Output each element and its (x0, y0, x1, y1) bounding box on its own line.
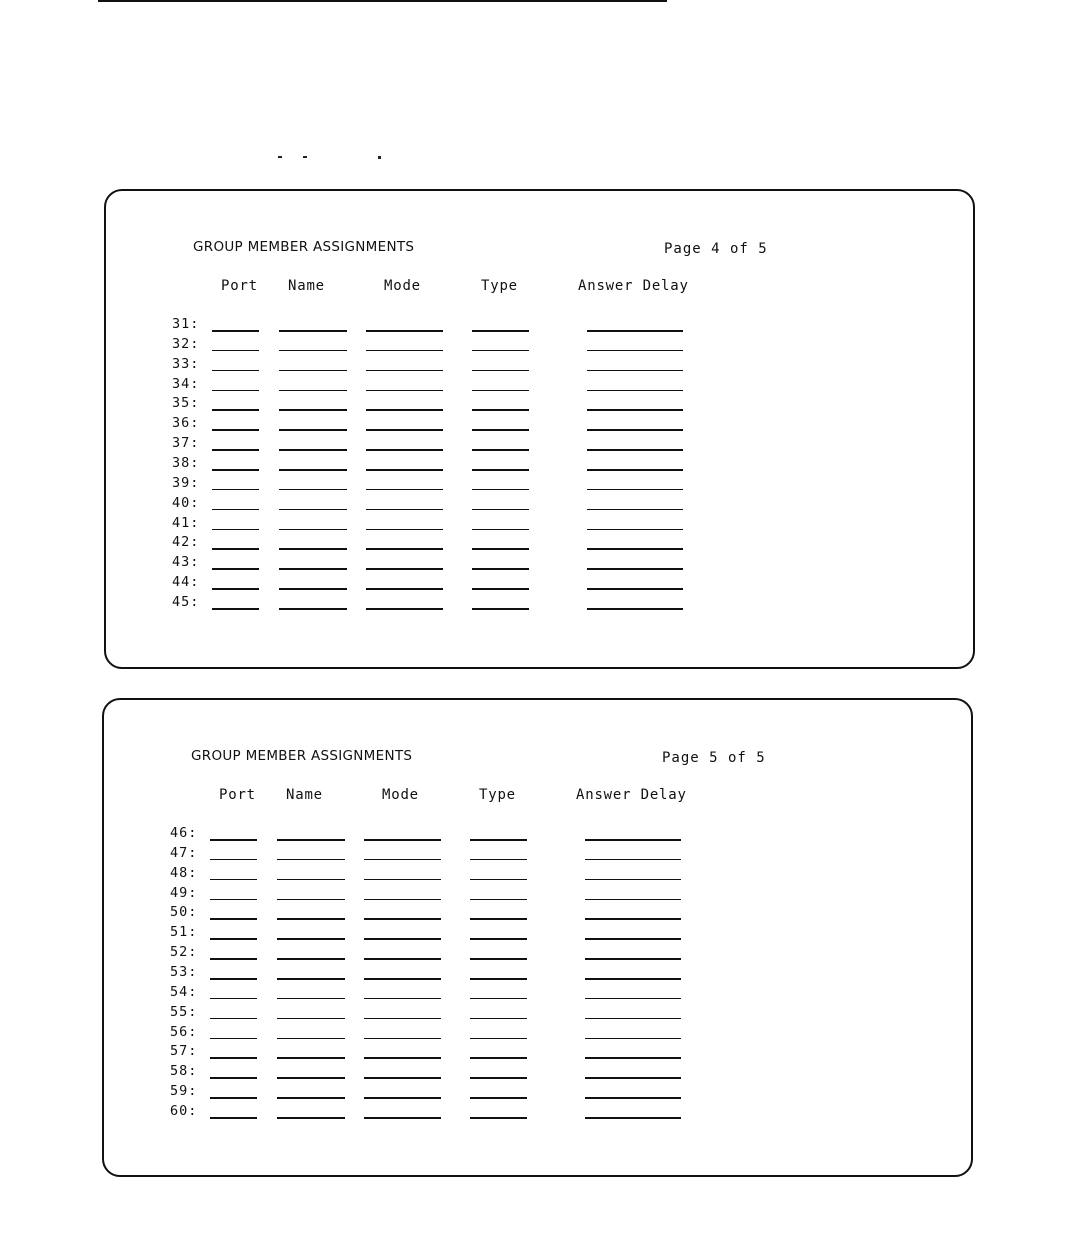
answer-delay-field[interactable] (585, 899, 681, 901)
name-field[interactable] (279, 469, 347, 471)
mode-field[interactable] (366, 529, 443, 531)
form-row (172, 336, 692, 356)
mode-field[interactable] (364, 1117, 441, 1119)
name-field[interactable] (279, 529, 347, 531)
answer-delay-field[interactable] (585, 879, 681, 881)
answer-delay-field[interactable] (585, 958, 681, 960)
port-field[interactable] (212, 449, 259, 451)
type-field[interactable] (472, 608, 529, 610)
form-row (172, 455, 692, 475)
name-field[interactable] (279, 429, 347, 431)
form-row (170, 1024, 690, 1044)
type-field[interactable] (472, 370, 529, 372)
type-field[interactable] (470, 879, 527, 881)
name-field[interactable] (279, 330, 347, 332)
type-field[interactable] (470, 839, 527, 841)
type-field[interactable] (472, 489, 529, 491)
answer-delay-field[interactable] (587, 548, 683, 550)
form-row (170, 1043, 690, 1063)
name-field[interactable] (277, 978, 345, 980)
form-row (172, 594, 692, 614)
name-field[interactable] (279, 568, 347, 570)
form-title: GROUP MEMBER ASSIGNMENTS (191, 748, 413, 764)
form-row (172, 356, 692, 376)
port-field[interactable] (212, 608, 259, 610)
port-field[interactable] (212, 568, 259, 570)
column-header-mode: Mode (382, 787, 419, 803)
answer-delay-field[interactable] (585, 1057, 681, 1059)
name-field[interactable] (279, 489, 347, 491)
mode-field[interactable] (366, 409, 443, 411)
column-header-mode: Mode (384, 278, 421, 294)
answer-delay-field[interactable] (585, 918, 681, 920)
name-field[interactable] (279, 350, 347, 352)
row-number: 58: (170, 1063, 198, 1080)
answer-delay-field[interactable] (587, 568, 683, 570)
type-field[interactable] (470, 1038, 527, 1040)
form-row (170, 1103, 690, 1123)
form-panel-page-4 (104, 189, 975, 669)
mode-field[interactable] (364, 1057, 441, 1059)
speck (378, 156, 381, 159)
type-field[interactable] (472, 350, 529, 352)
form-rows (170, 825, 690, 1123)
mode-field[interactable] (364, 879, 441, 881)
port-field[interactable] (212, 529, 259, 531)
name-field[interactable] (277, 1057, 345, 1059)
form-row (172, 534, 692, 554)
port-field[interactable] (210, 839, 257, 841)
name-field[interactable] (279, 608, 347, 610)
name-field[interactable] (279, 548, 347, 550)
column-header-port: Port (219, 787, 256, 803)
answer-delay-field[interactable] (587, 469, 683, 471)
mode-field[interactable] (366, 568, 443, 570)
row-number: 39: (172, 474, 200, 491)
answer-delay-field[interactable] (585, 839, 681, 841)
answer-delay-field[interactable] (585, 938, 681, 940)
mode-field[interactable] (364, 1018, 441, 1020)
port-field[interactable] (210, 1097, 257, 1099)
name-field[interactable] (277, 1038, 345, 1040)
answer-delay-field[interactable] (587, 429, 683, 431)
name-field[interactable] (277, 938, 345, 940)
name-field[interactable] (279, 409, 347, 411)
type-field[interactable] (472, 529, 529, 531)
mode-field[interactable] (366, 449, 443, 451)
name-field[interactable] (277, 918, 345, 920)
column-header-name: Name (288, 278, 325, 294)
type-field[interactable] (472, 568, 529, 570)
port-field[interactable] (210, 978, 257, 980)
mode-field[interactable] (366, 330, 443, 332)
port-field[interactable] (210, 998, 257, 1000)
mode-field[interactable] (366, 350, 443, 352)
answer-delay-field[interactable] (585, 859, 681, 861)
row-number: 59: (170, 1083, 198, 1100)
name-field[interactable] (277, 1097, 345, 1099)
mode-field[interactable] (364, 1097, 441, 1099)
form-row (172, 395, 692, 415)
type-field[interactable] (470, 938, 527, 940)
form-row (172, 376, 692, 396)
mode-field[interactable] (366, 469, 443, 471)
top-rule (98, 0, 667, 2)
name-field[interactable] (277, 859, 345, 861)
form-row (170, 904, 690, 924)
answer-delay-field[interactable] (587, 409, 683, 411)
row-number: 49: (170, 884, 198, 901)
port-field[interactable] (210, 859, 257, 861)
port-field[interactable] (212, 548, 259, 550)
type-field[interactable] (472, 330, 529, 332)
answer-delay-field[interactable] (587, 330, 683, 332)
row-number: 54: (170, 983, 198, 1000)
answer-delay-field[interactable] (587, 529, 683, 531)
row-number: 46: (170, 825, 198, 841)
mode-field[interactable] (366, 588, 443, 590)
row-number: 35: (172, 395, 200, 412)
mode-field[interactable] (366, 608, 443, 610)
type-field[interactable] (470, 859, 527, 861)
mode-field[interactable] (364, 958, 441, 960)
answer-delay-field[interactable] (587, 608, 683, 610)
mode-field[interactable] (364, 978, 441, 980)
port-field[interactable] (210, 899, 257, 901)
column-header-type: Type (481, 278, 518, 294)
name-field[interactable] (279, 449, 347, 451)
row-number: 42: (172, 534, 200, 551)
name-field[interactable] (277, 998, 345, 1000)
port-field[interactable] (212, 429, 259, 431)
page-indicator: Page 4 of 5 (664, 241, 768, 257)
answer-delay-field[interactable] (587, 489, 683, 491)
name-field[interactable] (277, 839, 345, 841)
name-field[interactable] (277, 879, 345, 881)
type-field[interactable] (472, 390, 529, 392)
row-number: 48: (170, 864, 198, 881)
answer-delay-field[interactable] (587, 449, 683, 451)
row-number: 41: (172, 514, 200, 531)
port-field[interactable] (212, 509, 259, 511)
form-row (172, 554, 692, 574)
row-number: 50: (170, 904, 198, 921)
form-row (172, 316, 692, 336)
row-number: 33: (172, 355, 200, 372)
form-row (172, 415, 692, 435)
answer-delay-field[interactable] (587, 509, 683, 511)
page-indicator: Page 5 of 5 (662, 750, 766, 766)
name-field[interactable] (277, 1117, 345, 1119)
port-field[interactable] (212, 409, 259, 411)
type-field[interactable] (470, 918, 527, 920)
type-field[interactable] (470, 978, 527, 980)
name-field[interactable] (277, 958, 345, 960)
row-number: 43: (172, 554, 200, 571)
row-number: 40: (172, 494, 200, 511)
speck (278, 156, 282, 158)
port-field[interactable] (212, 588, 259, 590)
row-number: 34: (172, 375, 200, 392)
type-field[interactable] (472, 449, 529, 451)
port-field[interactable] (210, 1018, 257, 1020)
answer-delay-field[interactable] (587, 390, 683, 392)
type-field[interactable] (472, 588, 529, 590)
name-field[interactable] (279, 390, 347, 392)
answer-delay-field[interactable] (587, 370, 683, 372)
mode-field[interactable] (366, 370, 443, 372)
port-field[interactable] (212, 489, 259, 491)
port-field[interactable] (210, 1038, 257, 1040)
form-row (170, 984, 690, 1004)
row-number: 38: (172, 455, 200, 472)
scan-specks (278, 156, 388, 162)
port-field[interactable] (212, 370, 259, 372)
row-number: 56: (170, 1023, 198, 1040)
type-field[interactable] (470, 1097, 527, 1099)
answer-delay-field[interactable] (585, 1038, 681, 1040)
port-field[interactable] (212, 330, 259, 332)
mode-field[interactable] (366, 429, 443, 431)
row-number: 32: (172, 335, 200, 352)
port-field[interactable] (210, 958, 257, 960)
row-number: 31: (172, 316, 200, 332)
mode-field[interactable] (366, 509, 443, 511)
type-field[interactable] (472, 509, 529, 511)
name-field[interactable] (279, 588, 347, 590)
answer-delay-field[interactable] (585, 1077, 681, 1079)
row-number: 47: (170, 844, 198, 861)
row-number: 53: (170, 964, 198, 981)
form-row (170, 845, 690, 865)
mode-field[interactable] (364, 938, 441, 940)
type-field[interactable] (470, 1077, 527, 1079)
type-field[interactable] (472, 409, 529, 411)
form-row (170, 1063, 690, 1083)
row-number: 57: (170, 1043, 198, 1060)
port-field[interactable] (210, 1057, 257, 1059)
column-header-answer-delay: Answer Delay (576, 787, 687, 803)
form-row (170, 964, 690, 984)
name-field[interactable] (279, 370, 347, 372)
type-field[interactable] (472, 469, 529, 471)
form-row (170, 1083, 690, 1103)
form-rows (172, 316, 692, 614)
column-header-type: Type (479, 787, 516, 803)
row-number: 45: (172, 594, 200, 611)
answer-delay-field[interactable] (585, 1018, 681, 1020)
answer-delay-field[interactable] (585, 1117, 681, 1119)
row-number: 55: (170, 1003, 198, 1020)
type-field[interactable] (470, 998, 527, 1000)
form-panel-page-5 (102, 698, 973, 1177)
mode-field[interactable] (364, 839, 441, 841)
form-row (172, 475, 692, 495)
form-row (170, 885, 690, 905)
answer-delay-field[interactable] (585, 978, 681, 980)
mode-field[interactable] (366, 390, 443, 392)
mode-field[interactable] (364, 998, 441, 1000)
type-field[interactable] (472, 548, 529, 550)
column-header-port: Port (221, 278, 258, 294)
name-field[interactable] (277, 1018, 345, 1020)
type-field[interactable] (470, 958, 527, 960)
mode-field[interactable] (364, 918, 441, 920)
port-field[interactable] (212, 469, 259, 471)
form-row (170, 825, 690, 845)
type-field[interactable] (470, 899, 527, 901)
form-row (170, 1004, 690, 1024)
mode-field[interactable] (366, 548, 443, 550)
mode-field[interactable] (366, 489, 443, 491)
type-field[interactable] (470, 1057, 527, 1059)
row-number: 44: (172, 574, 200, 591)
row-number: 37: (172, 435, 200, 452)
row-number: 52: (170, 944, 198, 961)
row-number: 60: (170, 1103, 198, 1120)
form-row (170, 865, 690, 885)
column-header-name: Name (286, 787, 323, 803)
name-field[interactable] (277, 1077, 345, 1079)
answer-delay-field[interactable] (585, 998, 681, 1000)
column-header-answer-delay: Answer Delay (578, 278, 689, 294)
port-field[interactable] (210, 879, 257, 881)
form-row (172, 495, 692, 515)
mode-field[interactable] (364, 899, 441, 901)
type-field[interactable] (470, 1018, 527, 1020)
type-field[interactable] (470, 1117, 527, 1119)
port-field[interactable] (210, 918, 257, 920)
form-row (172, 435, 692, 455)
answer-delay-field[interactable] (587, 350, 683, 352)
type-field[interactable] (472, 429, 529, 431)
answer-delay-field[interactable] (585, 1097, 681, 1099)
port-field[interactable] (212, 350, 259, 352)
mode-field[interactable] (364, 1038, 441, 1040)
mode-field[interactable] (364, 1077, 441, 1079)
row-number: 51: (170, 924, 198, 941)
row-number: 36: (172, 415, 200, 432)
form-row (172, 515, 692, 535)
answer-delay-field[interactable] (587, 588, 683, 590)
port-field[interactable] (210, 1117, 257, 1119)
mode-field[interactable] (364, 859, 441, 861)
port-field[interactable] (212, 390, 259, 392)
name-field[interactable] (279, 509, 347, 511)
port-field[interactable] (210, 1077, 257, 1079)
name-field[interactable] (277, 899, 345, 901)
form-row (172, 574, 692, 594)
form-title: GROUP MEMBER ASSIGNMENTS (193, 239, 415, 255)
form-row (170, 944, 690, 964)
port-field[interactable] (210, 938, 257, 940)
form-row (170, 924, 690, 944)
speck (303, 156, 307, 158)
